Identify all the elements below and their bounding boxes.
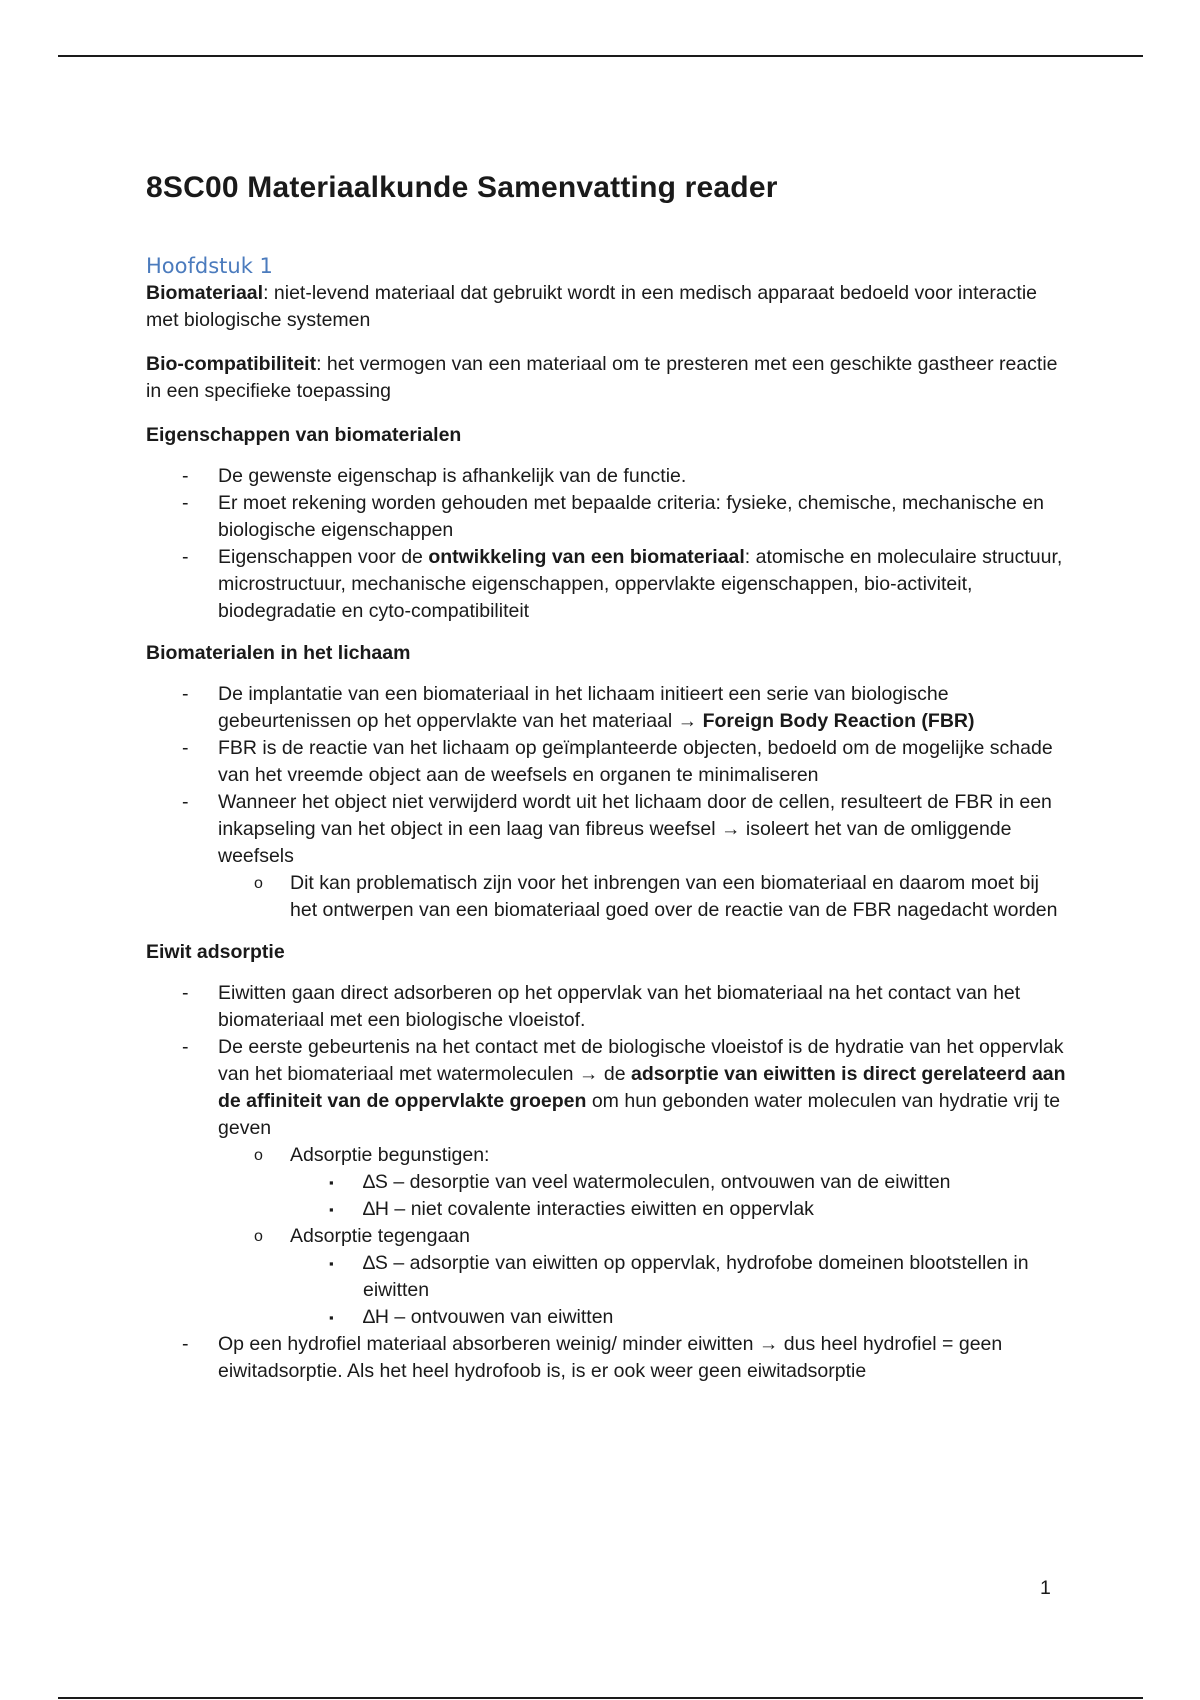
list-item: - Eigenschappen voor de ontwikkeling van een biomateriaal: atomische en moleculaire structuur, microstructuur, mechanische eigenschappen, oppervlakte eigenschappen, bio-activiteit, biodegradatie en cyto-compatibiliteit [182,546,1063,622]
section-heading-lichaam: Biomaterialen in het lichaam [146,642,411,664]
definition-term: Biomateriaal [146,282,264,304]
list-item: - Op een hydrofiel materiaal absorberen weinig/ minder eiwitten → dus heel hydrofiel = geen eiwitadsorptie. Als het heel hydrofoob is, is er ook weer geen eiwitadsorptie [182,1333,1003,1382]
definition-biocompatibiliteit [146,351,1066,405]
document-title: 8SC00 Materiaalkunde Samenvatting reader [146,171,778,204]
section-heading-eigenschappen: Eigenschappen van biomaterialen [146,424,462,446]
definition-biomateriaal [146,280,1066,334]
dash-marker: - [182,1333,189,1355]
circle-marker: o [254,1228,263,1245]
list-lichaam [146,681,1066,924]
dash-marker: - [182,982,189,1004]
list-eiwit-adsorptie [146,980,1066,1385]
square-marker: ▪ [329,1202,334,1217]
dash-marker: - [182,683,189,705]
definition-text: : niet-levend materiaal dat gebruikt wordt in een medisch apparaat bedoeld voor interactie met biologische systemen [146,282,1038,331]
list-item: - De eerste gebeurtenis na het contact met de biologische vloeistof is de hydratie van het oppervlak van het biomateriaal met watermoleculen → de adsorptie van eiwitten is direct gerelateerd aan de affiniteit van de oppervlakte groepen om hun gebonden water moleculen van hydratie vrij te geven [182,1036,1066,1139]
chapter-heading: Hoofdstuk 1 [146,254,273,278]
sub-list-item: o Dit kan problematisch zijn voor het inbrengen van een biomateriaal en daarom moet bij het ontwerpen van een biomateriaal goed over de reactie van de FBR nagedacht worden [254,872,1058,921]
list-item: - Wanneer het object niet verwijderd wordt uit het lichaam door de cellen, resulteert de FBR in een inkapseling van het object in een laag van fibreus weefsel → isoleert het van de omliggende weefsels [182,791,1052,867]
dash-marker: - [182,465,189,487]
list-item: - FBR is de reactie van het lichaam op geïmplanteerde objecten, bedoeld om de mogelijke schade van het vreemde object aan de weefsels en organen te minimaliseren [182,737,1053,786]
header-rule [58,55,1143,57]
dash-marker: - [182,791,189,813]
list-item: - De implantatie van een biomateriaal in het lichaam initieert een serie van biologische gebeurtenissen op het oppervlakte van het materiaal → Foreign Body Reaction (FBR) [182,683,975,732]
list-item: - De gewenste eigenschap is afhankelijk van de functie. [146,463,1066,490]
list-item: - Er moet rekening worden gehouden met bepaalde criteria: fysieke, chemische, mechanische en biologische eigenschappen [182,492,1044,541]
sub-sub-list-item: ▪ ∆H – ontvouwen van eiwitten [146,1304,1066,1331]
page-number: 1 [1040,1577,1051,1599]
document-page [146,168,1066,1400]
circle-marker: o [254,875,263,892]
definition-term: Bio-compatibiliteit [146,353,317,375]
definition-text: : het vermogen van een materiaal om te presteren met een geschikte gastheer reactie in een specifieke toepassing [146,353,1058,402]
square-marker: ▪ [329,1310,334,1325]
square-marker: ▪ [329,1256,334,1271]
list-item: - Eiwitten gaan direct adsorberen op het oppervlak van het biomateriaal na het contact van het biomateriaal met een biologische vloeistof. [182,982,1021,1031]
square-marker: ▪ [329,1175,334,1190]
sub-sub-list-item: ▪ ∆H – niet covalente interacties eiwitten en oppervlak [146,1196,1066,1223]
dash-marker: - [182,1036,189,1058]
dash-marker: - [182,546,189,568]
dash-marker: - [182,492,189,514]
circle-marker: o [254,1147,263,1164]
section-heading-eiwit-adsorptie: Eiwit adsorptie [146,941,285,963]
sub-list-item: o Adsorptie tegengaan [146,1223,1066,1250]
sub-list-item: o Adsorptie begunstigen: [146,1142,1066,1169]
sub-sub-list-item: ▪ ∆S – adsorptie van eiwitten op oppervlak, hydrofobe domeinen blootstellen in eiwitten [329,1252,1029,1301]
footer-rule [58,1697,1143,1699]
dash-marker: - [182,737,189,759]
list-eigenschappen [146,463,1066,625]
sub-sub-list-item: ▪ ∆S – desorptie van veel watermoleculen, ontvouwen van de eiwitten [146,1169,1066,1196]
